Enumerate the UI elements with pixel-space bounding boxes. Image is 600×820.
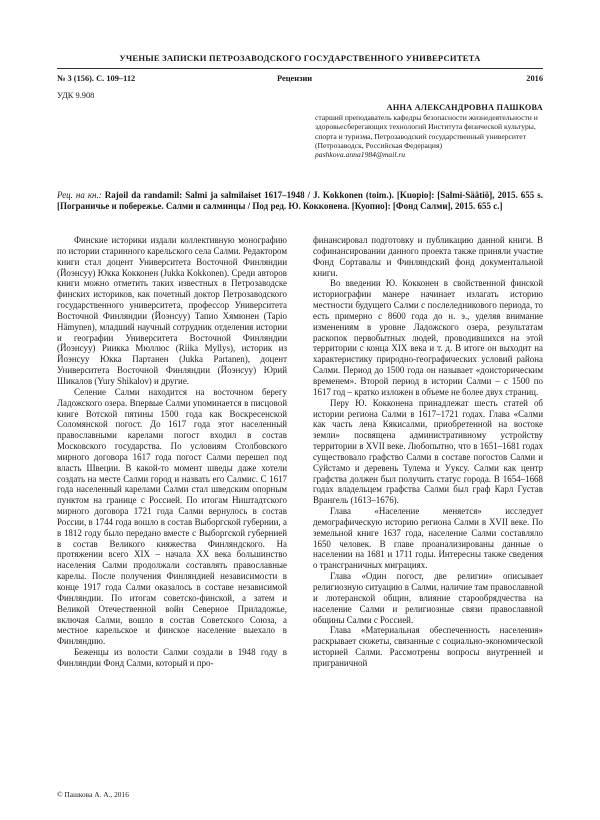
right-column — [313, 235, 543, 669]
book-citation — [57, 190, 543, 213]
issue-number: № 3 (156). С. 109–112 — [57, 74, 136, 83]
citation-text: Rajoil da randamil: Salmi ja salmilaiset 1617–1948 / J. Kokkonen (toim.). [Kuopio]: [Salmi-Säätiö], 2015. 655 s. [Пограничье и побережье. Салми и салминцы / Под ред. Ю. Кокконена. [Куопио]: [Фонд Салми], 2015. 655 с.] — [57, 190, 544, 212]
paragraph: Беженцы из волости Салми создали в 1948 году в Финляндии Фонд Салми, который и про- — [57, 647, 287, 668]
paragraph: Перу Ю. Кокконена принадлежат шесть статей об истории региона Салми в 1617–1721 годах. Глава «Салми как часть лена Кякисалми, приобретенной на востоке земли» посвящена административному устройству территории в XVII веке. Любопытно, что в 1651–1681 годах существовало графство Салми в составе погостов Салми и Суйстамо и деревень Тулема и Ууксу. Салми как центр графства должен был получить статус города. В 1654–1668 годах владельцем графства Салми был граф Карл Густав Врангель (1613–1676). — [313, 397, 543, 506]
left-column — [57, 235, 287, 669]
paragraph: финансировал подготовку и публикацию данной книги. В софинансировании данного проекта также приняли участие Фонд Сортавалы и Финляндский фонд документальной книги. — [313, 235, 543, 278]
citation-label: Рец. на кн.: — [57, 190, 102, 200]
issue-year: 2016 — [526, 74, 543, 83]
author-email[interactable]: pashkova.anna1984@mail.ru — [315, 150, 406, 160]
author-affiliation: старший преподаватель кафедры безопасности жизнедеятельности и здоровьесберегающих технологий Института физической культуры, спорта и туризма, Петрозаводский государственный университет (Петрозаводск, Российская Федерация) — [315, 113, 538, 150]
paragraph: Селение Салми находится на восточном берегу Ладожского озера. Впервые Салми упоминается в писцовой книге Вотской пятины 1500 года как Воскресенской Соломянской погост. До 1617 года этот населенный православными карелами погост входил в состав Московского государства. По условиям Столбовского мирного договора 1617 года погост Салми перешел под власть Швеции. В какой-то момент шведы даже хотели создать на месте Салми город и назвать его Салмис. С 1617 года населенный карелами Салми стал шведским опорным пунктом на границе с Россией. По итогам Ништадтского мирного договора 1721 года Салми вернулось в состав России, в 1744 года вошло в состав Выборгской губернии, а в 1812 году было передано вместе с Выборгской губернией в состав Великого княжества Финляндского. На протяжении всего XIX – начала XX века большинство населения Салми продолжали составлять православные карелы. После получения Финляндией независимости в конце 1917 года Салми оказалось в составе независимой Финляндии. По итогам советско-финской, а затем и Великой Отечественной войн Северное Приладожье, включая Салми, вошло в состав Советского Союза, а местное карельское и финское население выехало в Финляндию. — [57, 386, 287, 647]
author-name: АННА АЛЕКСАНДРОВНА ПАШКОВА — [386, 103, 543, 112]
paragraph: Глава «Один погост, две религии» описывает религиозную ситуацию в Салми, наличие там православной и лютеранской общин, влияние старообрядчества на население Салми и религиозные связи православной общины Салми с Россией. — [313, 571, 543, 625]
author-block — [315, 103, 543, 159]
paragraph: Финские историки издали коллективную монографию по истории старинного карельского села Салми. Редактором книги стал доцент Университета Восточной Финляндии (Йоэнсуу) Юкка Кокконен (Jukka Kokkonen). Среди авторов книги можно отметить таких известных в Петрозаводске финских историков, как почетный доктор Петрозаводского государственного университета, профессор Университета Восточной Финляндии (Йоэнсуу) Тапио Хямюнен (Tapio Hämynen), младший научный сотрудник отделения истории и географии Университета Восточной Финляндии (Йоэнсуу) Риикка Мюллюс (Riika Myllys), историк из Йоэнсуу Юкка Партанен (Jukka Partanen), доцент Университета Восточной Финляндии (Йоэнсуу) Юрий Шикалов (Yury Shikalov) и другие. — [57, 235, 287, 386]
header-divider — [57, 68, 543, 69]
udk-code: УДК 9.908 — [57, 91, 95, 100]
section-name: Рецензии — [277, 74, 313, 83]
paragraph: Глава «Население меняется» исследует демографическую историю региона Салми в XVII веке. По земельной книге 1637 года, население Салми составляло 1650 человек. В главе проанализированы данные о населении на 1681 и 1711 годы. Интересны также сведения о трансграничных миграциях. — [313, 506, 543, 571]
copyright-footnote: © Пашкова А. А., 2016 — [57, 790, 129, 799]
issue-meta-row — [57, 74, 543, 86]
paragraph: Во введении Ю. Кокконен в свойственной финской историографии манере начинает излагать историю местности будущего Салми с послеледникового периода, то есть примерно с 8600 года до н. э., уделяя внимание изменениям в уровне Ладожского озера, результатам раскопок первобытных людей, проводившихся на этой территории с конца XIX века и т. д. В итоге он выходит на характеристику природно-географических условий района Салми. Период до 1500 года он называет «доисторическим временем». Второй период в истории Салми – с 1500 по 1617 год – кратко изложен в объеме не более двух страниц. — [313, 278, 543, 397]
journal-title: УЧЕНЫЕ ЗАПИСКИ ПЕТРОЗАВОДСКОГО ГОСУДАРСТВЕННОГО УНИВЕРСИТЕТА — [119, 53, 481, 63]
paragraph: Глава «Материальная обеспеченность населения» раскрывает сюжеты, связанные с социально-экономической историей Салми. Рассмотрены вопросы внутренней и приграничной — [313, 625, 543, 668]
